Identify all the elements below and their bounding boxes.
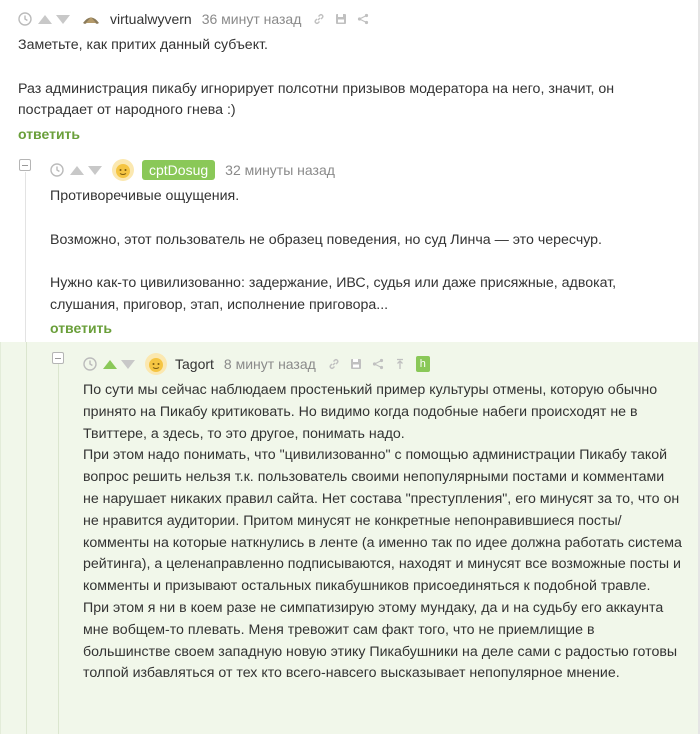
link-icon[interactable] bbox=[313, 13, 325, 25]
comment-header bbox=[50, 160, 335, 180]
reply-button[interactable]: ответить bbox=[18, 126, 81, 142]
save-icon[interactable] bbox=[335, 13, 347, 25]
thread-line[interactable] bbox=[25, 172, 26, 342]
comment-body bbox=[83, 380, 683, 685]
clock-icon bbox=[83, 357, 97, 371]
comment-paragraph: При этом я ни в коем разе не симпатизирую этому мундаку, да и на судьбу его аккаунта мне вобщем-то плевать. Меня тревожит сам факт того, что не приемлищие в большинстве своем западную новую этику Пикабушники на деле сами с радостью готовы толпой избавляться от тех кто всего-навсего высказывает непопулярное мнение. bbox=[83, 599, 678, 682]
comment-paragraph: Раз администрация пикабу игнорирует полсотни призывов модератора на него, значит, он пострадает от народного гнева :) bbox=[18, 80, 615, 119]
comment-paragraph: Заметьте, как притих данный субъект. bbox=[18, 37, 268, 53]
comment-paragraph: По сути мы сейчас наблюдаем простенький пример культуры отмены, которую обычно принято на Пикабу критиковать. Но видимо когда подобные набеги происходят не в Твиттере, а здесь, то это другое, понимать надо. bbox=[83, 382, 658, 442]
comment-tagort bbox=[0, 342, 700, 734]
downvote-icon[interactable] bbox=[121, 360, 135, 369]
comment-paragraph: Возможно, этот пользователь не образец поведения, но суд Линча — это чересчур. bbox=[50, 231, 602, 248]
user-badge[interactable]: h bbox=[416, 356, 430, 372]
comment-cptdosug bbox=[0, 152, 700, 342]
timestamp[interactable]: 8 минут назад bbox=[223, 356, 316, 372]
downvote-icon[interactable] bbox=[88, 166, 102, 175]
reply-button[interactable]: ответить bbox=[50, 320, 113, 336]
downvote-icon[interactable] bbox=[56, 15, 70, 24]
avatar[interactable] bbox=[112, 159, 134, 181]
pin-icon[interactable] bbox=[394, 358, 406, 370]
comment-paragraph: Противоречивые ощущения. bbox=[50, 188, 240, 204]
save-icon[interactable] bbox=[350, 358, 362, 370]
comment-virtualwyvern bbox=[0, 0, 700, 152]
share-icon[interactable] bbox=[357, 13, 369, 25]
link-icon[interactable] bbox=[328, 358, 340, 370]
comment-body bbox=[50, 186, 680, 317]
comment-body bbox=[18, 35, 678, 122]
comment-header bbox=[18, 9, 369, 29]
comment-paragraph: Нужно как-то цивилизованно: задержание, ИВС, судья или даже присяжные, адвокат, слушания, приговор, этап, исполнение приговора... bbox=[50, 275, 617, 313]
avatar[interactable] bbox=[80, 8, 102, 30]
share-icon[interactable] bbox=[372, 358, 384, 370]
thread-line[interactable] bbox=[58, 364, 59, 734]
timestamp[interactable]: 32 минуты назад bbox=[225, 162, 335, 178]
thread-line[interactable] bbox=[26, 342, 27, 734]
upvote-icon[interactable] bbox=[38, 15, 52, 24]
comment-header bbox=[83, 354, 430, 374]
username[interactable]: virtualwyvern bbox=[110, 11, 192, 27]
comment-paragraph: При этом надо понимать, что "цивилизованно" с помощью администрации Пикабу такой вопрос решить нельзя т.к. пользователь своими непопулярными постами и комментами не нарушает никаких правил сайта. Нет состава "преступления", его минусят за то, что он не нравится аудитории. Притом минусят не конкретные непонравившиеся посты/комменты на которые наткнулись в ленте (а именно так по идее должна работать система рейтинга), а целенаправленно подписываются, находят и минусят все возможные посты и комменты и призывают остальных пикабушников присоединяться к подобной травле. bbox=[83, 447, 682, 595]
collapse-icon[interactable] bbox=[52, 352, 64, 364]
collapse-icon[interactable] bbox=[19, 159, 31, 171]
avatar[interactable] bbox=[145, 353, 167, 375]
timestamp[interactable]: 36 минут назад bbox=[201, 11, 302, 27]
clock-icon bbox=[18, 12, 32, 26]
upvote-icon[interactable] bbox=[70, 166, 84, 175]
upvote-icon[interactable] bbox=[103, 360, 117, 369]
clock-icon bbox=[50, 163, 64, 177]
username[interactable]: Tagort bbox=[175, 356, 214, 372]
username[interactable]: cptDosug bbox=[142, 160, 215, 180]
